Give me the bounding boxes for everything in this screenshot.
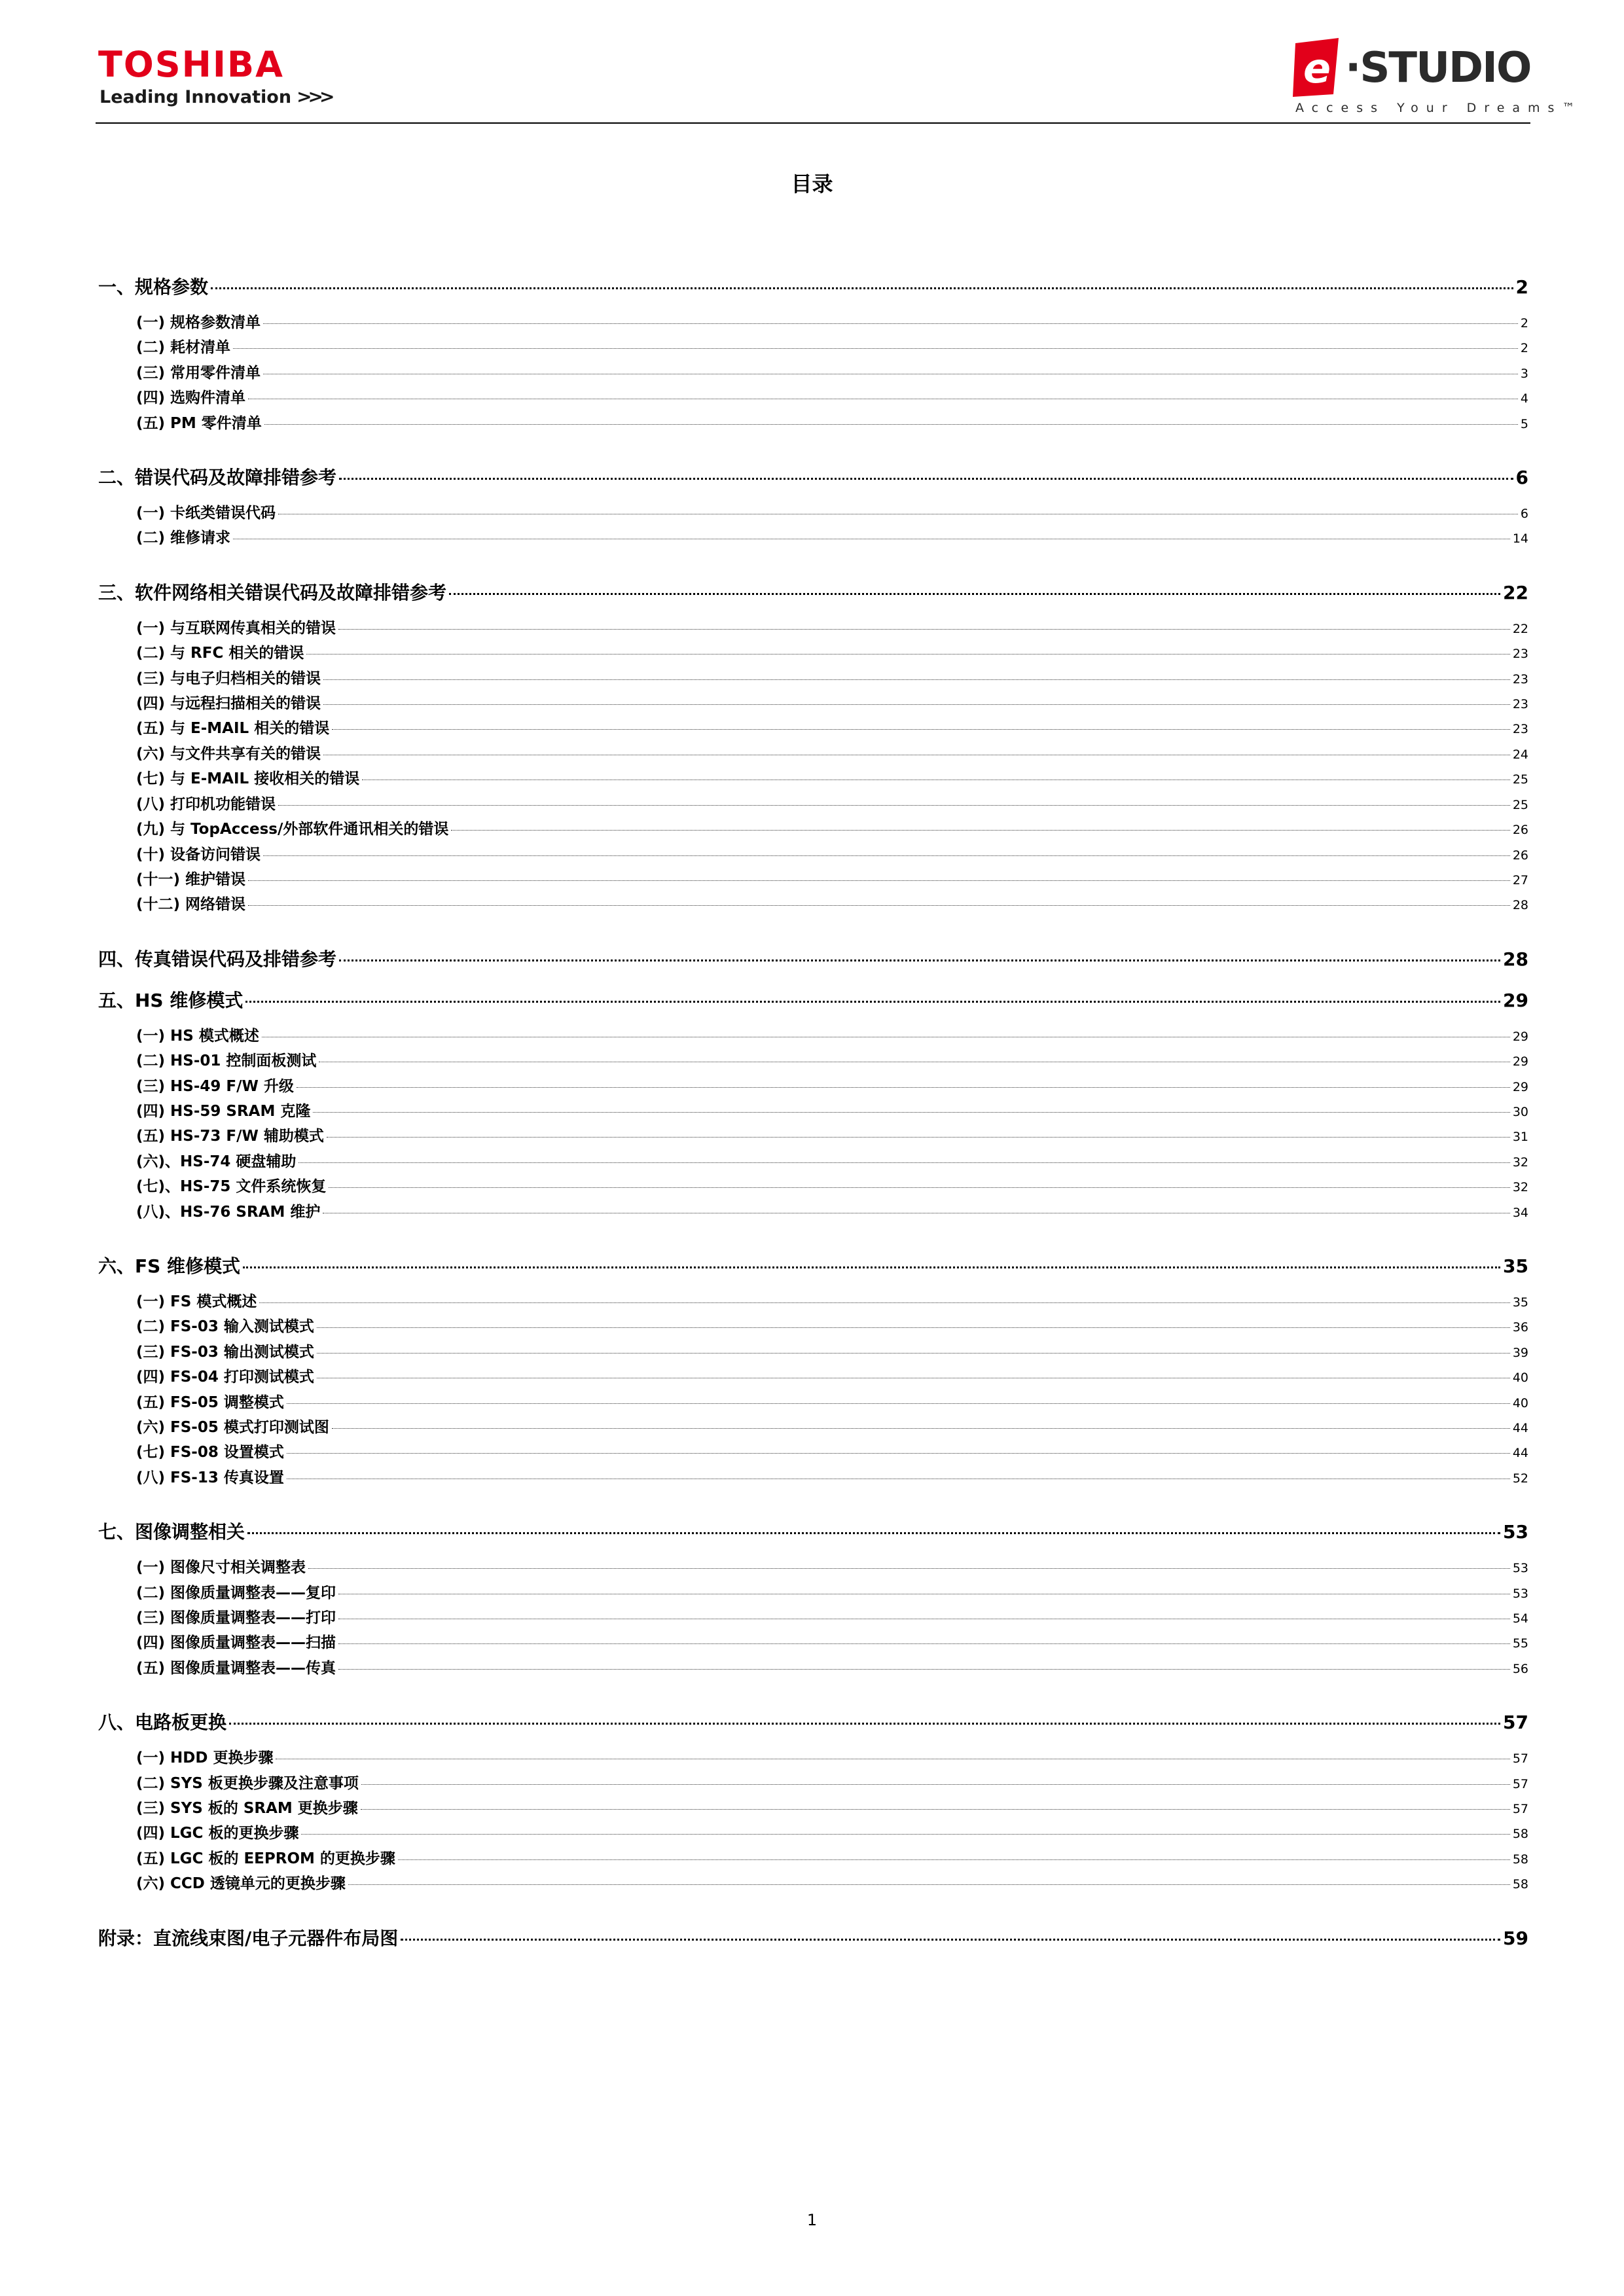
toc-entry[interactable] [98, 386, 1528, 411]
dot-leader [361, 1784, 1510, 1785]
toc-section-heading[interactable] [98, 1254, 1528, 1278]
toc-entry[interactable] [98, 1124, 1528, 1149]
toc-entry-page: 36 [1512, 1320, 1528, 1335]
toc-entry-page: 3 [1520, 366, 1528, 381]
toc-entry-page: 55 [1512, 1636, 1528, 1651]
toc-entry[interactable] [98, 1847, 1528, 1872]
toc-entry[interactable] [98, 1391, 1528, 1416]
dot-leader [338, 1643, 1510, 1644]
toc-entry[interactable] [98, 1024, 1528, 1049]
toc-entry-title: (五) HS-73 F/W 辅助模式 [136, 1128, 324, 1145]
chevrons-icon: >>> [297, 86, 331, 107]
toc-entry-page: 26 [1512, 823, 1528, 838]
toc-entry-title: (一) HDD 更换步骤 [136, 1749, 274, 1767]
dot-leader [332, 729, 1510, 730]
toc-entry-title: (三) FS-03 输出测试模式 [136, 1343, 314, 1361]
dot-leader [248, 905, 1510, 906]
svg-text:e: e [1303, 45, 1331, 92]
toc-section-heading-title: 七、图像调整相关 [98, 1521, 245, 1543]
toc-entry[interactable] [98, 641, 1528, 666]
toc-section-heading-page: 57 [1503, 1712, 1528, 1734]
toc-entry[interactable] [98, 817, 1528, 842]
toc-section-heading-title: 六、FS 维修模式 [98, 1255, 241, 1277]
toc-entry-page: 40 [1512, 1395, 1528, 1410]
toc-entry-page: 32 [1512, 1180, 1528, 1195]
toc-section [98, 1710, 1528, 1909]
dot-leader [306, 654, 1509, 655]
toc-entry-title: (八) 打印机功能错误 [136, 795, 276, 813]
toc-entry-page: 57 [1512, 1802, 1528, 1817]
toc-entry[interactable] [98, 767, 1528, 792]
dot-leader [401, 1939, 1500, 1941]
toc-entry[interactable] [98, 361, 1528, 386]
toc-entry-page: 23 [1512, 697, 1528, 712]
dot-leader [263, 323, 1518, 324]
brand-tagline: Leading Innovation >>> [99, 86, 331, 107]
toc-entry-title: (二) 图像质量调整表——复印 [136, 1584, 336, 1602]
toc-entry-page: 29 [1512, 1079, 1528, 1094]
toc-section [98, 275, 1528, 448]
dot-leader [297, 1087, 1510, 1088]
toc-entry[interactable] [98, 1175, 1528, 1200]
toc-entry-title: (四) LGC 板的更换步骤 [136, 1825, 299, 1842]
toc-entry-page: 24 [1512, 747, 1528, 762]
toc-entry-title: (五) LGC 板的 EEPROM 的更换步骤 [136, 1850, 395, 1867]
dot-leader [248, 880, 1510, 881]
toc-section-heading-title: 八、电路板更换 [98, 1712, 227, 1734]
toc-entry-title: (一) HS 模式概述 [136, 1027, 259, 1045]
toc-entry-page: 57 [1512, 1776, 1528, 1791]
toc-entry-title: (三) 图像质量调整表——打印 [136, 1609, 336, 1627]
toc-entry[interactable] [98, 1581, 1528, 1606]
toc-entry[interactable] [98, 1872, 1528, 1897]
toc-entry-title: (二) FS-03 输入测试模式 [136, 1318, 314, 1336]
dot-leader [323, 679, 1510, 680]
toc-entry[interactable] [98, 742, 1528, 767]
toc-entry[interactable] [98, 1631, 1528, 1656]
dot-leader [323, 704, 1510, 705]
toc-entry[interactable] [98, 311, 1528, 336]
estudio-e-icon [1293, 38, 1341, 97]
toc-entry-title: (六)、HS-74 硬盘辅助 [136, 1153, 297, 1170]
dot-leader [243, 1266, 1500, 1268]
toc-entry-title: (八) FS-13 传真设置 [136, 1469, 284, 1486]
toc-entry[interactable] [98, 1466, 1528, 1491]
dot-leader [348, 1884, 1510, 1885]
estudio-slogan: Access Your Dreams™ [1295, 101, 1583, 115]
toc-entry-page: 34 [1512, 1205, 1528, 1220]
toc-entry-page: 4 [1520, 391, 1528, 406]
toc-entry[interactable] [98, 1606, 1528, 1631]
toc-entry-title: (三) SYS 板的 SRAM 更换步骤 [136, 1800, 358, 1818]
page-header [0, 0, 1624, 131]
toc-entry-page: 40 [1512, 1371, 1528, 1386]
toc-entry[interactable] [98, 1100, 1528, 1124]
toc-entry-page: 53 [1512, 1561, 1528, 1576]
toc-entry-page: 58 [1512, 1877, 1528, 1892]
dot-leader [329, 1187, 1509, 1188]
toc-entry-title: (四) HS-59 SRAM 克隆 [136, 1102, 311, 1120]
toc-entry-title: (十一) 维护错误 [136, 870, 246, 888]
toc-entry[interactable] [98, 501, 1528, 526]
toc-entry-page: 23 [1512, 647, 1528, 662]
toc-entry-page: 31 [1512, 1130, 1528, 1145]
toc-section-heading-page: 2 [1515, 276, 1528, 298]
toc-entry-title: (五) FS-05 调整模式 [136, 1393, 284, 1411]
toc-entry[interactable] [98, 717, 1528, 742]
toc-entry[interactable] [98, 1290, 1528, 1315]
toc-entry[interactable] [98, 893, 1528, 918]
dot-leader [287, 1453, 1510, 1454]
estudio-logo [1293, 38, 1583, 117]
toc-entry[interactable] [98, 1657, 1528, 1681]
toc-section-heading-title: 二、错误代码及故障排错参考 [98, 467, 337, 489]
dot-leader [287, 1403, 1510, 1404]
toc-entry-page: 30 [1512, 1104, 1528, 1119]
toc-entry[interactable] [98, 667, 1528, 692]
toc-entry-title: (一) FS 模式概述 [136, 1293, 257, 1310]
toc-entry-title: (三) HS-49 F/W 升级 [136, 1077, 294, 1095]
toc-entry-title: (六) CCD 透镜单元的更换步骤 [136, 1875, 346, 1893]
toc-section-heading[interactable] [98, 1520, 1528, 1544]
toc-entry[interactable] [98, 412, 1528, 437]
toc-section-heading-title: 附录：直流线束图/电子元器件布局图 [98, 1927, 399, 1949]
toc-entry-page: 58 [1512, 1852, 1528, 1867]
section-spacer [98, 1225, 1528, 1237]
toc-entry-title: (一) 卡纸类错误代码 [136, 505, 276, 522]
toc-entry-page: 6 [1520, 507, 1528, 522]
toc-entry-title: (七) FS-08 设置模式 [136, 1444, 284, 1462]
toc-entry-page: 23 [1512, 722, 1528, 737]
toc-entry-page: 32 [1512, 1155, 1528, 1170]
toc-entry-page: 29 [1512, 1029, 1528, 1044]
toc-entry[interactable] [98, 1416, 1528, 1441]
toc-entry-title: (十二) 网络错误 [136, 896, 246, 914]
toc-entry-title: (五) 图像质量调整表——传真 [136, 1659, 336, 1677]
toc-section-heading[interactable] [98, 1710, 1528, 1734]
toc-entry[interactable] [98, 1797, 1528, 1821]
dot-leader [229, 1723, 1500, 1725]
toc-entry-page: 5 [1520, 416, 1528, 431]
toc-entry-page: 35 [1512, 1295, 1528, 1310]
toc-entry[interactable] [98, 692, 1528, 717]
dot-leader [263, 855, 1510, 856]
toc-entry[interactable] [98, 1150, 1528, 1175]
toc-entry[interactable] [98, 868, 1528, 893]
toc-entry-page: 28 [1512, 898, 1528, 913]
dot-leader [233, 348, 1518, 349]
toc-section-heading-title: 四、传真错误代码及排错参考 [98, 948, 337, 970]
toc-entry[interactable] [98, 1365, 1528, 1390]
toc-section-heading-page: 22 [1503, 581, 1528, 603]
toc-entry-title: (二) 维修请求 [136, 529, 231, 547]
toc-entry-title: (三) 常用零件清单 [136, 364, 261, 382]
toc-section-heading-title: 三、软件网络相关错误代码及故障排错参考 [98, 581, 447, 603]
toc-section-heading[interactable] [98, 947, 1528, 971]
toc-entry-title: (十) 设备访问错误 [136, 846, 261, 863]
toc-entry-title: (四) 图像质量调整表——扫描 [136, 1634, 336, 1652]
toc-entry-page: 2 [1520, 341, 1528, 356]
toc-entry-title: (五) 与 E-MAIL 相关的错误 [136, 720, 330, 738]
toc-entry[interactable] [98, 617, 1528, 641]
toc-section [98, 1926, 1528, 1950]
header-divider [96, 122, 1530, 124]
toc-section-heading-title: 五、HS 维修模式 [98, 989, 244, 1011]
dot-leader [301, 1834, 1509, 1835]
toc-entry[interactable] [98, 1821, 1528, 1846]
section-spacer [98, 1681, 1528, 1693]
dot-leader [338, 1669, 1510, 1670]
dot-leader [298, 1162, 1509, 1163]
toc-section-heading[interactable] [98, 1926, 1528, 1950]
toc-entry-title: (五) PM 零件清单 [136, 414, 262, 432]
toc-entry-title: (一) 与互联网传真相关的错误 [136, 619, 336, 637]
toc-entry[interactable] [98, 1441, 1528, 1465]
toc-entry-page: 54 [1512, 1611, 1528, 1626]
toc-entry-title: (六) FS-05 模式打印测试图 [136, 1419, 329, 1436]
dot-leader [339, 478, 1513, 480]
toc-entry-page: 26 [1512, 848, 1528, 863]
toc-entry-title: (二) 耗材清单 [136, 339, 231, 357]
toc-entry-page: 56 [1512, 1661, 1528, 1676]
toc-section-heading-title: 一、规格参数 [98, 276, 209, 298]
toc-entry-page: 25 [1512, 797, 1528, 812]
toc-entry[interactable] [98, 843, 1528, 868]
toc-entry-page: 58 [1512, 1827, 1528, 1842]
toc-section-heading-page: 59 [1503, 1927, 1528, 1949]
toc-entry-title: (九) 与 TopAccess/外部软件通讯相关的错误 [136, 821, 449, 838]
toc-entry-page: 44 [1512, 1446, 1528, 1461]
section-spacer [98, 1491, 1528, 1503]
toc-section-heading-page: 6 [1515, 467, 1528, 489]
toc-entry-title: (一) 图像尺寸相关调整表 [136, 1559, 306, 1577]
dot-leader [338, 629, 1510, 630]
toc-entry-page: 22 [1512, 621, 1528, 636]
toc-section-heading[interactable] [98, 275, 1528, 299]
dot-leader [317, 1327, 1510, 1328]
toc-entry-title: (七)、HS-75 文件系统恢复 [136, 1178, 327, 1196]
toc-entry-title: (七) 与 E-MAIL 接收相关的错误 [136, 770, 360, 788]
toc-section-heading-page: 35 [1503, 1255, 1528, 1277]
section-spacer [98, 1897, 1528, 1909]
dot-leader [361, 1809, 1510, 1810]
toc-entry[interactable] [98, 1772, 1528, 1797]
toc-entry-title: (六) 与文件共享有关的错误 [136, 745, 321, 762]
toc-entry-title: (四) FS-04 打印测试模式 [136, 1369, 314, 1386]
toc-section [98, 1520, 1528, 1693]
section-spacer [98, 437, 1528, 448]
dot-leader [211, 287, 1513, 289]
page-number: 1 [806, 2211, 818, 2229]
dot-leader [245, 1001, 1500, 1003]
dot-leader [247, 1532, 1500, 1534]
toc-entry-page: 2 [1520, 316, 1528, 331]
toc-entry-title: (四) 选购件清单 [136, 389, 246, 407]
toc-section [98, 581, 1528, 930]
toc-entry-page: 29 [1512, 1054, 1528, 1069]
section-spacer [98, 552, 1528, 564]
dot-leader [313, 1112, 1509, 1113]
dot-leader [449, 593, 1500, 595]
toc-entry-title: (八)、HS-76 SRAM 维护 [136, 1203, 321, 1221]
toc-title: 目录 [791, 171, 833, 196]
toc-entry[interactable] [98, 1049, 1528, 1074]
toc-entry-title: (二) SYS 板更换步骤及注意事项 [136, 1774, 359, 1792]
dot-leader [332, 1428, 1510, 1429]
toc-entry-page: 14 [1512, 531, 1528, 547]
toc-entry[interactable] [98, 793, 1528, 817]
toc-entry[interactable] [98, 1340, 1528, 1365]
toc-entry-page: 57 [1512, 1751, 1528, 1767]
toc-entry-title: (一) 规格参数清单 [136, 314, 261, 331]
toc-entry-page: 23 [1512, 672, 1528, 687]
toc-entry[interactable] [98, 1746, 1528, 1771]
dot-leader [264, 424, 1518, 425]
dot-leader [327, 1137, 1510, 1138]
toc-entry-page: 39 [1512, 1345, 1528, 1360]
toc-entry-page: 44 [1512, 1421, 1528, 1435]
toc-entry-title: (三) 与电子归档相关的错误 [136, 670, 321, 687]
toc-entry-title: (二) 与 RFC 相关的错误 [136, 645, 304, 662]
toc-entry[interactable] [98, 1200, 1528, 1225]
toc-section-heading[interactable] [98, 988, 1528, 1013]
section-spacer [98, 918, 1528, 930]
toc-section-heading-page: 53 [1503, 1521, 1528, 1543]
toc-entry-page: 25 [1512, 772, 1528, 787]
toc-section-heading-page: 29 [1503, 989, 1528, 1011]
toc-section [98, 1254, 1528, 1503]
dot-leader [398, 1859, 1510, 1860]
toc-entry-title: (二) HS-01 控制面板测试 [136, 1052, 317, 1070]
toc-entry[interactable] [98, 1556, 1528, 1581]
toc-section-heading[interactable] [98, 581, 1528, 605]
dot-leader [278, 805, 1510, 806]
toc-section [98, 465, 1528, 564]
dot-leader [259, 1302, 1509, 1303]
toc-section-heading-page: 28 [1503, 948, 1528, 970]
toshiba-logo: TOSHIBA [98, 44, 284, 85]
toc-entry[interactable] [98, 336, 1528, 361]
toc-entry[interactable] [98, 1075, 1528, 1100]
toc-section [98, 947, 1528, 971]
toc-entry-title: (四) 与远程扫描相关的错误 [136, 695, 321, 713]
toc-entry-page: 27 [1512, 872, 1528, 888]
toc-entry[interactable] [98, 1315, 1528, 1340]
dot-leader [339, 960, 1500, 961]
table-of-contents [98, 275, 1528, 1962]
toc-entry-page: 53 [1512, 1586, 1528, 1601]
dot-leader [308, 1568, 1510, 1569]
dot-leader [451, 830, 1509, 831]
estudio-wordmark: ·STUDIO [1345, 44, 1531, 92]
dot-leader [317, 1353, 1510, 1354]
toc-entry-page: 52 [1512, 1471, 1528, 1486]
toc-section [98, 988, 1528, 1237]
toc-section-heading[interactable] [98, 465, 1528, 490]
toc-entry[interactable] [98, 526, 1528, 551]
